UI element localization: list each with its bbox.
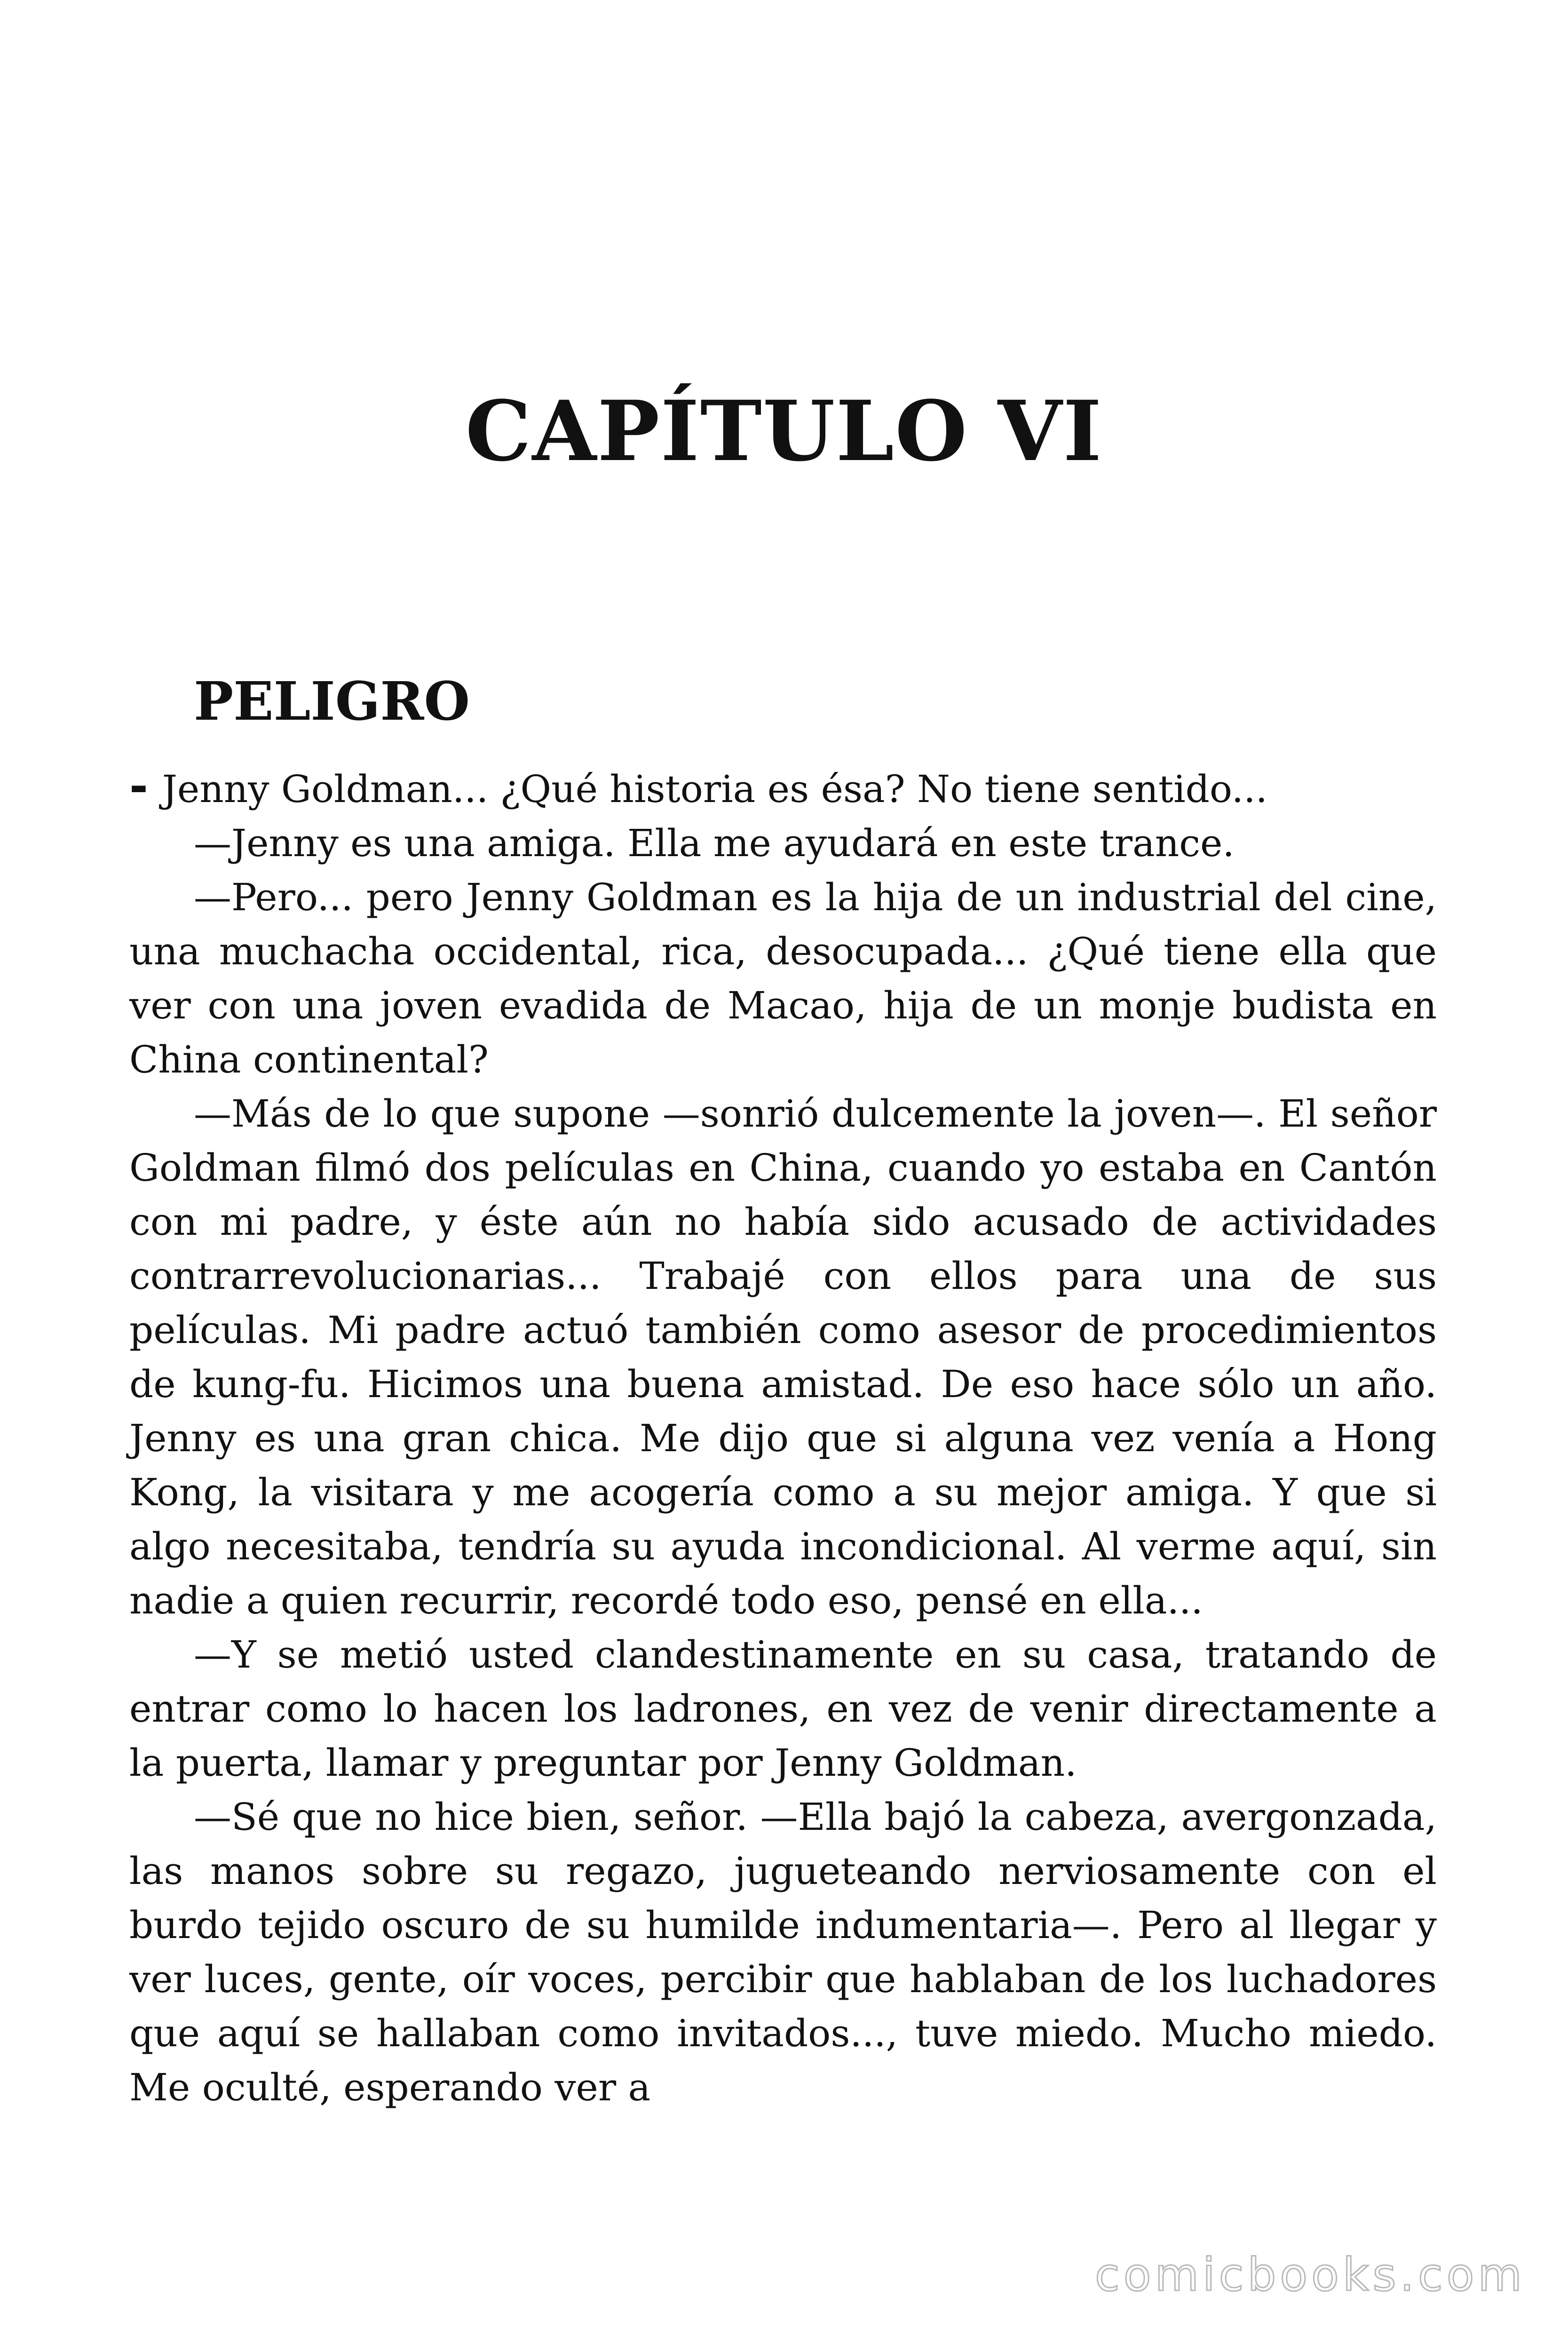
paragraph-2: —Jenny es una amiga. Ella me ayudará en este trance. — [194, 821, 1235, 865]
paragraph-4: —Más de lo que supone —sonrió dulcemente la joven—. El señor Goldman filmó dos películas en China, cuando yo estaba en Cantón con mi padre, y éste aún no había sido acusado de actividades contrarrevolucionarias... Trabajé con ellos para una de sus películas. Mi padre actuó también como asesor de procedimientos de kung-fu. Hicimos una buena amistad. De eso hace sólo un año. Jenny es una gran chica. Me dijo que si alguna vez venía a Hong Kong, la visitara y me acogería como a su mejor amiga. Y que si algo necesitaba, tendría su ayuda incondicional. Al verme aquí, sin nadie a quien recurrir, recordé todo eso, pensé en ella... — [129, 1092, 1437, 1622]
section-title: PELIGRO — [194, 671, 470, 732]
paragraph-3: —Pero... pero Jenny Goldman es la hija de un industrial del cine, una muchacha occidental, rica, desocupada... ¿Qué tiene ella que ver con una joven evadida de Macao, hija de un monje budista en China continental? — [129, 875, 1437, 1081]
paragraph-1-text: Jenny Goldman... ¿Qué historia es ésa? No tiene sentido... — [162, 767, 1267, 811]
paragraph-6: —Sé que no hice bien, señor. —Ella bajó la cabeza, avergonzada, las manos sobre su regazo, jugueteando nerviosamente con el burdo tejido oscuro de su humilde indumentaria—. Pero al llegar y ver luces, gente, oír voces, percibir que hablaban de los luchadores que aquí se hallaban como invitados..., tuve miedo. Mucho miedo. Me oculté, esperando ver a — [129, 1795, 1437, 2109]
body-text — [129, 760, 1437, 2114]
paragraph-5: —Y se metió usted clandestinamente en su casa, tratando de entrar como lo hacen los ladrones, en vez de venir directamente a la puerta, llamar y preguntar por Jenny Goldman. — [129, 1633, 1437, 1785]
paragraph-1 — [129, 760, 1437, 816]
chapter-title: CAPÍTULO VI — [465, 382, 1103, 480]
dialogue-dash: - — [129, 760, 148, 813]
watermark-logo: comicbooks.com — [1094, 2249, 1526, 2301]
